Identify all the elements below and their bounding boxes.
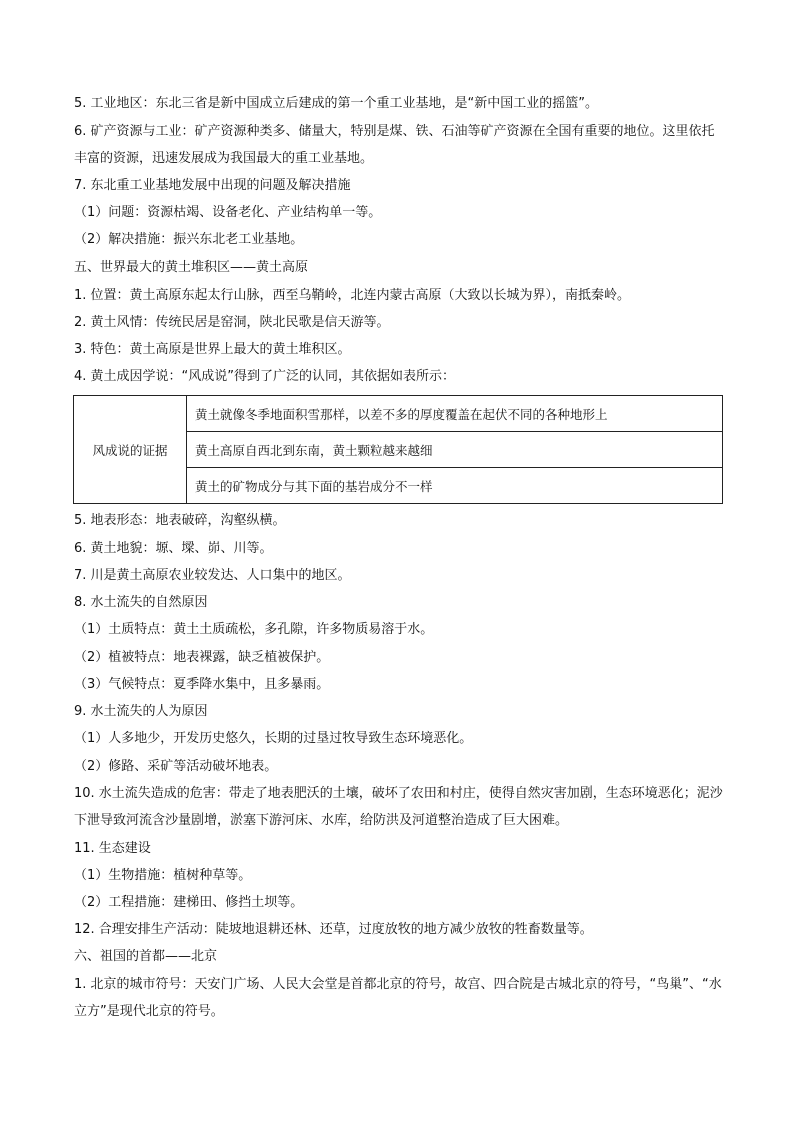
item-climate: （3）气候特点：夏季降水集中，且多暴雨。 (74, 677, 330, 692)
item-engineering: （2）工程措施：建梯田、修挡土坝等。 (74, 895, 304, 910)
item-problems: （1）问题：资源枯竭、设备老化、产业结构单一等。 (74, 205, 382, 220)
item-heavy-industry-problems: 7. 东北重工业基地发展中出现的问题及解决措施 (74, 178, 351, 193)
item-chuan: 7. 川是黄土高原农业较发达、人口集中的地区。 (74, 568, 351, 583)
evidence-table (73, 395, 723, 504)
table-header-cell: 风成说的证据 (74, 396, 187, 504)
item-roads-mining: （2）修路、采矿等活动破坏地表。 (74, 759, 278, 774)
item-mineral-resources: 6. 矿产资源与工业：矿产资源种类多、储量大，特别是煤、铁、石油等矿产资源在全国有重要的地位。这里依托丰富的资源，迅速发展成为我国最大的重工业基地。 (74, 124, 715, 166)
item-loess-customs: 2. 黄土风情：传统民居是窑洞，陕北民歌是信天游等。 (74, 315, 390, 330)
item-soil: （1）土质特点：黄土土质疏松，多孔隙，许多物质易溶于水。 (74, 622, 434, 637)
item-human-causes: 9. 水土流失的人为原因 (74, 704, 208, 719)
item-solutions: （2）解决措施：振兴东北老工业基地。 (74, 232, 304, 247)
item-production: 12. 合理安排生产活动：陡坡地退耕还林、还草，过度放牧的地方减少放牧的牲畜数量等。 (74, 922, 593, 937)
table-cell: 黄土就像冬季地面积雪那样，以差不多的厚度覆盖在起伏不同的各种地形上 (187, 396, 723, 432)
item-loess-landforms: 6. 黄土地貌：塬、墚、峁、川等。 (74, 541, 273, 556)
item-natural-causes: 8. 水土流失的自然原因 (74, 595, 208, 610)
item-industrial-region: 5. 工业地区：东北三省是新中国成立后建成的第一个重工业基地，是“新中国工业的摇篮”。 (74, 96, 599, 111)
section-heading-loess-plateau: 五、世界最大的黄土堆积区——黄土高原 (74, 260, 309, 275)
table-cell: 黄土高原自西北到东南，黄土颗粒越来越细 (187, 432, 723, 468)
table-cell: 黄土的矿物成分与其下面的基岩成分不一样 (187, 468, 723, 504)
item-vegetation: （2）植被特点：地表裸露，缺乏植被保护。 (74, 650, 330, 665)
item-landform: 5. 地表形态：地表破碎，沟壑纵横。 (74, 513, 286, 528)
item-overuse: （1）人多地少，开发历史悠久，长期的过垦过牧导致生态环境恶化。 (74, 731, 473, 746)
item-harm: 10. 水土流失造成的危害：带走了地表肥沃的土壤，破坏了农田和村庄，使得自然灾害加剧，生态环境恶化；泥沙下泄导致河流含沙量剧增，淤塞下游河床、水库，给防洪及河道整治造成了巨大困难。 (74, 786, 723, 828)
item-eco-construction: 11. 生态建设 (74, 841, 151, 856)
section-heading-beijing: 六、祖国的首都——北京 (74, 949, 218, 964)
table-row (74, 396, 723, 432)
item-beijing-symbols: 1. 北京的城市符号：天安门广场、人民大会堂是首都北京的符号，故宫、四合院是古城北京的符号，“鸟巢”、“水立方”是现代北京的符号。 (74, 977, 722, 1019)
item-location: 1. 位置：黄土高原东起太行山脉，西至乌鞘岭，北连内蒙古高原（大致以长城为界），南抵秦岭。 (74, 288, 631, 303)
item-feature: 3. 特色：黄土高原是世界上最大的黄土堆积区。 (74, 342, 351, 357)
item-loess-origin: 4. 黄土成因学说：“风成说”得到了广泛的认同，其依据如表所示： (74, 369, 456, 384)
item-biological: （1）生物措施：植树种草等。 (74, 868, 252, 883)
